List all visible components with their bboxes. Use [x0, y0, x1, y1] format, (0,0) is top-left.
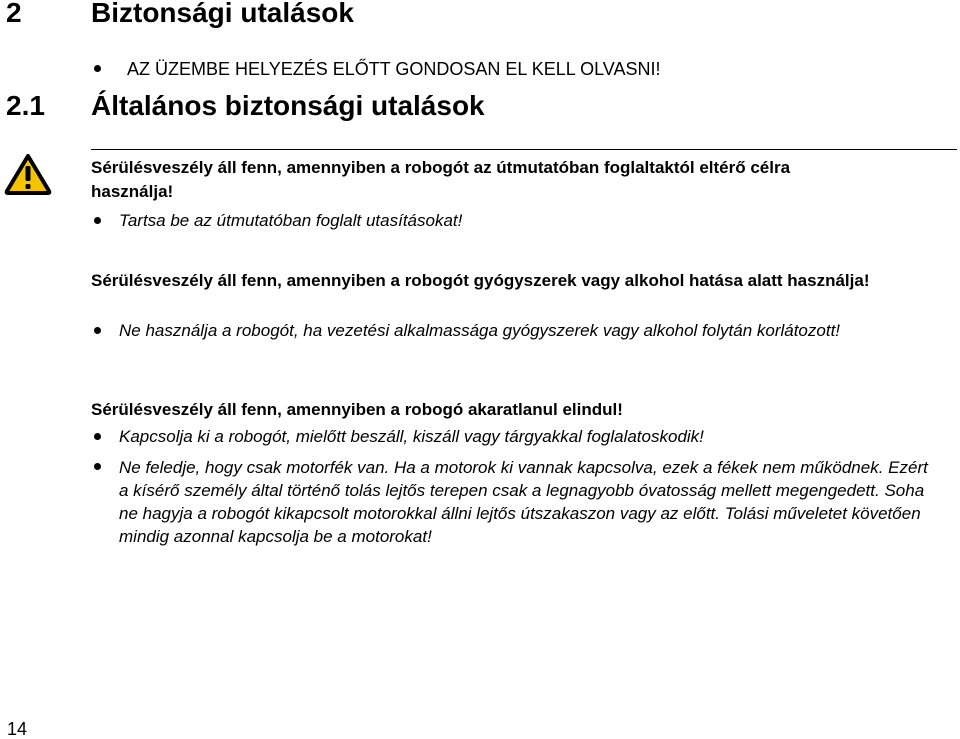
bullet-icon: [94, 217, 101, 224]
warning-triangle-icon: [4, 153, 52, 195]
subsection-number: 2.1: [6, 90, 45, 121]
subsection-title: Általános biztonsági utalások: [91, 90, 485, 121]
warning-text-2: Sérülésveszély áll fenn, amennyiben a robogót gyógyszerek vagy alkohol hatása alatt használja!: [91, 271, 870, 290]
warning-text-3: Sérülésveszély áll fenn, amennyiben a robogó akaratlanul elindul!: [91, 400, 623, 419]
divider-line: [91, 149, 957, 150]
bullet-icon: [94, 327, 101, 334]
bullet-icon: [94, 65, 101, 72]
bullet-icon: [94, 463, 101, 470]
section-number: 2: [6, 0, 22, 28]
instruction-2-1: Ne használja a robogót, ha vezetési alkalmassága gyógyszerek vagy alkohol folytán korlátozott!: [119, 321, 841, 340]
instruction-3-1: Kapcsolja ki a robogót, mielőtt beszáll, kiszáll vagy tárgyakkal foglalatoskodik!: [119, 427, 704, 446]
bullet-icon: [94, 433, 101, 440]
instruction-3-2: Ne feledje, hogy csak motorfék van. Ha a motorok ki vannak kapcsolva, ezek a fékek nem működnek. Ezért a kísérő személy által történő tolás lejtős terepen csak a legnagyobb óvatosság mellett megengedett. Soha ne hagyja a robogót kikapcsolt motorokkal állni lejtős útszakaszon vagy az előtt. Tolási műveletet követően mindig azonnal kapcsolja be a motorokat!: [119, 458, 928, 546]
instruction-1-1: Tartsa be az útmutatóban foglalt utasításokat!: [119, 211, 463, 230]
page-number: 14: [7, 719, 28, 739]
warning-text-1: Sérülésveszély áll fenn, amennyiben a robogót az útmutatóban foglaltaktól eltérő célra használja!: [91, 158, 791, 201]
read-before-use-notice: AZ ÜZEMBE HELYEZÉS ELŐTT GONDOSAN EL KELL OLVASNI!: [127, 59, 661, 79]
section-title: Biztonsági utalások: [91, 0, 354, 28]
